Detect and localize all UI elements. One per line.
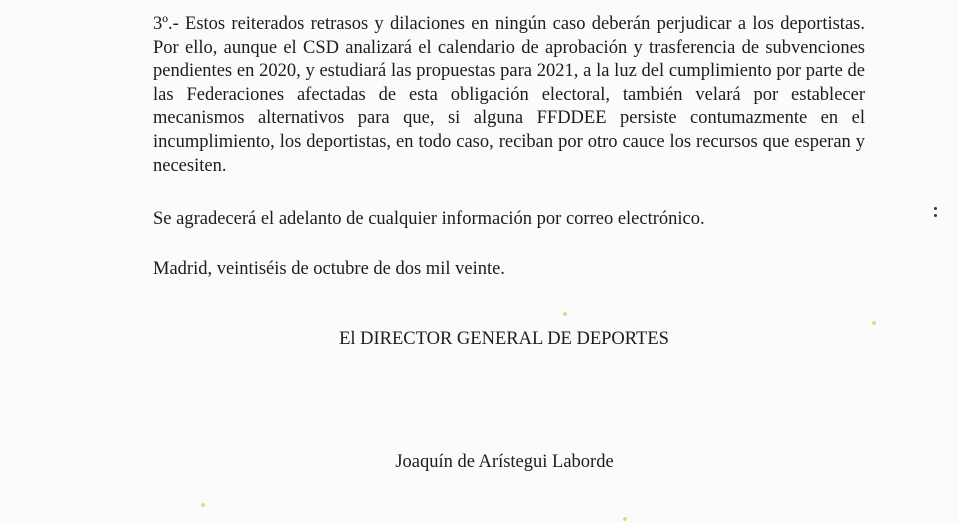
scan-speck <box>201 503 205 507</box>
scan-speck <box>934 214 937 217</box>
scan-speck <box>934 207 937 210</box>
signer-name: Joaquín de Arístegui Laborde <box>395 452 614 472</box>
paragraph-request-info: Se agradecerá el adelanto de cualquier información por correo electrónico. <box>153 209 705 229</box>
scan-speck <box>872 321 876 325</box>
scan-speck <box>623 517 627 521</box>
scan-speck <box>563 312 567 316</box>
signature-title: El DIRECTOR GENERAL DE DEPORTES <box>339 329 669 349</box>
paragraph-point-3: 3º.- Estos reiterados retrasos y dilaciones en ningún caso deberán perjudicar a los deportistas. Por ello, aunque el CSD analizará el calendario de aprobación y trasferencia de subvenciones pendientes en 2020, y estudiará las propuestas para 2021, a la luz del cumplimiento por parte de las Federaciones afectadas de esta obligación electoral, también velará por establecer mecanismos alternativos para que, si alguna FFDDEE persiste contumazmente en el incumplimiento, los deportistas, en todo caso, reciban por otro cauce los recursos que esperan y necesiten. <box>153 14 865 176</box>
paragraph-date: Madrid, veintiséis de octubre de dos mil veinte. <box>153 259 505 279</box>
